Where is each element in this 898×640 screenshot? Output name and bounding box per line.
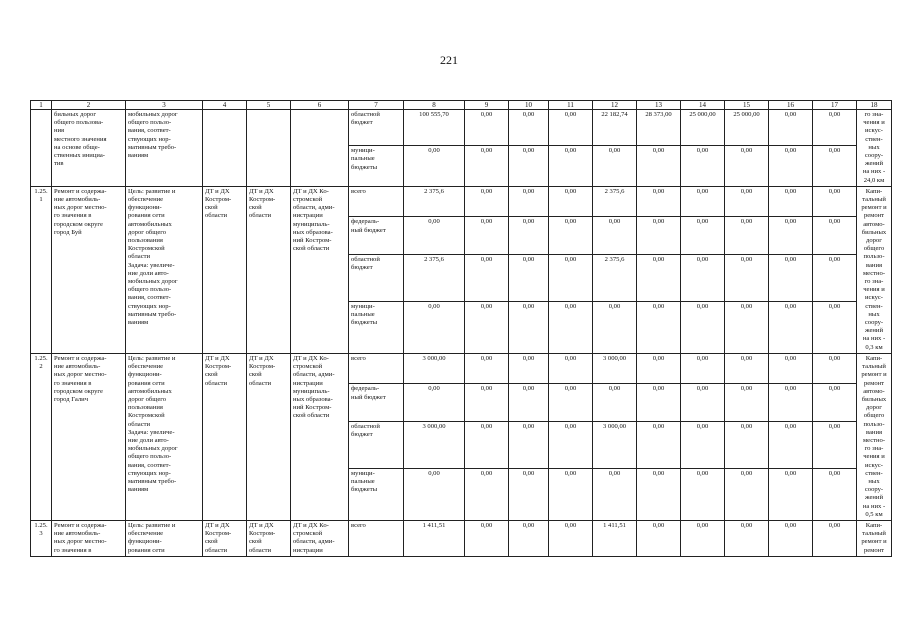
amount-cell: 0,00 xyxy=(769,384,813,422)
table-row xyxy=(31,520,892,556)
amount-cell: 0,00 xyxy=(769,520,813,556)
column-header-4: 4 xyxy=(203,101,247,110)
amount-cell: 0,00 xyxy=(509,301,549,353)
amount-cell: 0,00 xyxy=(549,520,593,556)
row-id xyxy=(31,110,52,187)
amount-cell: 0,00 xyxy=(813,520,857,556)
amount-cell: 0,00 xyxy=(769,301,813,353)
column-header-14: 14 xyxy=(681,101,725,110)
amount-cell: 0,00 xyxy=(509,353,549,384)
amount-cell: 0,00 xyxy=(637,301,681,353)
amount-cell: 0,00 xyxy=(465,301,509,353)
amount-cell: 0,00 xyxy=(465,384,509,422)
amount-cell: 25 000,00 xyxy=(725,110,769,146)
amount-cell: 3 000,00 xyxy=(593,353,637,384)
event-name: Ремонт и содержа- ние автомобиль- ных дорог местно- го значения в городском округе город Галич xyxy=(52,353,126,520)
event-name: Ремонт и содержа- ние автомобиль- ных дорог местно- го значения в городском округе город Буй xyxy=(52,186,126,353)
coordinator xyxy=(247,110,291,187)
column-header-6: 6 xyxy=(291,101,349,110)
amount-cell: 0,00 xyxy=(549,146,593,187)
amount-cell: 2 375,6 xyxy=(404,255,465,302)
result-indicator: Капи- тальный ремонт и ремонт xyxy=(857,520,892,556)
amount-cell: 28 373,00 xyxy=(637,110,681,146)
funding-source: муници- пальные бюджеты xyxy=(349,468,404,520)
amount-cell: 0,00 xyxy=(549,384,593,422)
amount-cell: 25 000,00 xyxy=(681,110,725,146)
column-header-3: 3 xyxy=(126,101,203,110)
amount-cell: 0,00 xyxy=(637,217,681,255)
funding-source: всего xyxy=(349,520,404,556)
amount-cell: 0,00 xyxy=(593,384,637,422)
amount-cell: 0,00 xyxy=(465,217,509,255)
participants: ДТ и ДХ Ко- стромской области, адми- нистрации муниципаль- ных образова- ний Костром- ской области xyxy=(291,353,349,520)
amount-cell: 100 555,70 xyxy=(404,110,465,146)
executor: ДТ и ДХ Костром- ской области xyxy=(203,186,247,353)
amount-cell: 0,00 xyxy=(725,468,769,520)
row-id: 1.25.1 xyxy=(31,186,52,353)
funding-source: всего xyxy=(349,353,404,384)
event-name: Ремонт и содержа- ние автомобиль- ных дорог местно- го значения в xyxy=(52,520,126,556)
amount-cell: 0,00 xyxy=(769,146,813,187)
result-indicator: Капи- тальный ремонт и ремонт автомо- бильных дорог общего пользо- вания местно- го зна- чения и искус- ствен- ных соору- жений на них - 0,3 км xyxy=(857,186,892,353)
amount-cell: 0,00 xyxy=(637,468,681,520)
participants xyxy=(291,110,349,187)
amount-cell: 22 182,74 xyxy=(593,110,637,146)
budget-table xyxy=(30,100,892,557)
participants: ДТ и ДХ Ко- стромской области, адми- нистрации муниципаль- ных образова- ний Костром- ской области xyxy=(291,186,349,353)
amount-cell: 0,00 xyxy=(681,384,725,422)
amount-cell: 0,00 xyxy=(813,301,857,353)
amount-cell: 0,00 xyxy=(813,422,857,469)
amount-cell: 0,00 xyxy=(813,468,857,520)
amount-cell: 0,00 xyxy=(637,146,681,187)
amount-cell: 3 000,00 xyxy=(593,422,637,469)
participants: ДТ и ДХ Ко- стромской области, адми- нистрации xyxy=(291,520,349,556)
amount-cell: 0,00 xyxy=(813,186,857,217)
amount-cell: 0,00 xyxy=(465,422,509,469)
amount-cell: 0,00 xyxy=(813,217,857,255)
amount-cell: 0,00 xyxy=(681,520,725,556)
column-header-18: 18 xyxy=(857,101,892,110)
amount-cell: 0,00 xyxy=(549,422,593,469)
column-header-9: 9 xyxy=(465,101,509,110)
amount-cell: 0,00 xyxy=(404,217,465,255)
amount-cell: 0,00 xyxy=(681,353,725,384)
amount-cell: 0,00 xyxy=(549,186,593,217)
amount-cell: 0,00 xyxy=(681,146,725,187)
column-header-15: 15 xyxy=(725,101,769,110)
funding-source: областной бюджет xyxy=(349,422,404,469)
amount-cell: 0,00 xyxy=(769,353,813,384)
header-row xyxy=(31,101,892,110)
column-header-5: 5 xyxy=(247,101,291,110)
amount-cell: 0,00 xyxy=(725,384,769,422)
amount-cell: 0,00 xyxy=(637,186,681,217)
page-number: 221 xyxy=(440,53,458,67)
amount-cell: 0,00 xyxy=(465,146,509,187)
row-id: 1.25.2 xyxy=(31,353,52,520)
amount-cell: 2 375,6 xyxy=(404,186,465,217)
amount-cell: 0,00 xyxy=(509,384,549,422)
amount-cell: 0,00 xyxy=(725,146,769,187)
coordinator: ДТ и ДХ Костром- ской области xyxy=(247,353,291,520)
amount-cell: 0,00 xyxy=(725,301,769,353)
amount-cell: 0,00 xyxy=(725,255,769,302)
amount-cell: 2 375,6 xyxy=(593,255,637,302)
amount-cell: 0,00 xyxy=(404,384,465,422)
amount-cell: 0,00 xyxy=(769,255,813,302)
amount-cell: 0,00 xyxy=(549,301,593,353)
funding-source: областной бюджет xyxy=(349,110,404,146)
amount-cell: 0,00 xyxy=(681,217,725,255)
column-header-10: 10 xyxy=(509,101,549,110)
amount-cell: 0,00 xyxy=(813,353,857,384)
column-header-12: 12 xyxy=(593,101,637,110)
column-header-2: 2 xyxy=(52,101,126,110)
amount-cell: 1 411,51 xyxy=(404,520,465,556)
amount-cell: 0,00 xyxy=(465,186,509,217)
event-name: бильных дорог общего пользова- ния местного значения на основе обще- ственных инициа- тив xyxy=(52,110,126,187)
column-header-17: 17 xyxy=(813,101,857,110)
amount-cell: 0,00 xyxy=(465,110,509,146)
amount-cell: 0,00 xyxy=(813,146,857,187)
amount-cell: 0,00 xyxy=(813,384,857,422)
amount-cell: 0,00 xyxy=(593,217,637,255)
table-row xyxy=(31,186,892,217)
amount-cell: 0,00 xyxy=(465,520,509,556)
amount-cell: 0,00 xyxy=(725,217,769,255)
row-id: 1.25.3 xyxy=(31,520,52,556)
amount-cell: 0,00 xyxy=(404,301,465,353)
amount-cell: 0,00 xyxy=(813,110,857,146)
amount-cell: 0,00 xyxy=(509,217,549,255)
amount-cell: 0,00 xyxy=(637,353,681,384)
amount-cell: 0,00 xyxy=(549,468,593,520)
funding-source: федераль- ный бюджет xyxy=(349,384,404,422)
amount-cell: 0,00 xyxy=(404,468,465,520)
amount-cell: 3 000,00 xyxy=(404,353,465,384)
amount-cell: 0,00 xyxy=(637,520,681,556)
amount-cell: 0,00 xyxy=(465,353,509,384)
amount-cell: 0,00 xyxy=(509,422,549,469)
goal-task: мобильных дорог общего пользо- вания, соответ- ствующих нор- мативным требо- ваниям xyxy=(126,110,203,187)
amount-cell: 0,00 xyxy=(593,301,637,353)
result-indicator: го зна- чения и искус- ствен- ных соору- жений на них - 24,0 км xyxy=(857,110,892,187)
table-row xyxy=(31,110,892,146)
funding-source: областной бюджет xyxy=(349,255,404,302)
amount-cell: 0,00 xyxy=(681,255,725,302)
amount-cell: 0,00 xyxy=(637,384,681,422)
funding-source: муници- пальные бюджеты xyxy=(349,146,404,187)
result-indicator: Капи- тальный ремонт и ремонт автомо- бильных дорог общего пользо- вания местно- го зна- чения и искус- ствен- ных соору- жений на них - 0,5 км xyxy=(857,353,892,520)
amount-cell: 0,00 xyxy=(769,217,813,255)
amount-cell: 0,00 xyxy=(593,468,637,520)
amount-cell: 0,00 xyxy=(404,146,465,187)
amount-cell: 0,00 xyxy=(509,255,549,302)
amount-cell: 0,00 xyxy=(725,186,769,217)
amount-cell: 0,00 xyxy=(769,110,813,146)
executor: ДТ и ДХ Костром- ской области xyxy=(203,520,247,556)
amount-cell: 0,00 xyxy=(681,301,725,353)
amount-cell: 0,00 xyxy=(549,255,593,302)
amount-cell: 0,00 xyxy=(681,186,725,217)
funding-source: всего xyxy=(349,186,404,217)
goal-task: Цель: развитие и обеспечение функциони- рования сети автомобильных дорог общего пользования Костромской области Задача: увеличе- ние доли авто- мобильных дорог общего пользо- вания, соответ- ствующих нор- мативным требо- ваниям xyxy=(126,186,203,353)
amount-cell: 0,00 xyxy=(637,255,681,302)
column-header-16: 16 xyxy=(769,101,813,110)
amount-cell: 0,00 xyxy=(509,146,549,187)
amount-cell: 0,00 xyxy=(769,468,813,520)
amount-cell: 0,00 xyxy=(549,353,593,384)
amount-cell: 0,00 xyxy=(549,217,593,255)
funding-source: федераль- ный бюджет xyxy=(349,217,404,255)
amount-cell: 0,00 xyxy=(593,146,637,187)
column-header-8: 8 xyxy=(404,101,465,110)
amount-cell: 0,00 xyxy=(465,255,509,302)
amount-cell: 0,00 xyxy=(681,422,725,469)
amount-cell: 0,00 xyxy=(637,422,681,469)
amount-cell: 1 411,51 xyxy=(593,520,637,556)
amount-cell: 0,00 xyxy=(509,110,549,146)
amount-cell: 0,00 xyxy=(465,468,509,520)
amount-cell: 2 375,6 xyxy=(593,186,637,217)
amount-cell: 0,00 xyxy=(769,186,813,217)
table-row xyxy=(31,353,892,384)
coordinator: ДТ и ДХ Костром- ской области xyxy=(247,186,291,353)
amount-cell: 0,00 xyxy=(549,110,593,146)
executor: ДТ и ДХ Костром- ской области xyxy=(203,353,247,520)
amount-cell: 0,00 xyxy=(509,520,549,556)
amount-cell: 3 000,00 xyxy=(404,422,465,469)
amount-cell: 0,00 xyxy=(725,422,769,469)
amount-cell: 0,00 xyxy=(509,468,549,520)
amount-cell: 0,00 xyxy=(769,422,813,469)
amount-cell: 0,00 xyxy=(813,255,857,302)
column-header-7: 7 xyxy=(349,101,404,110)
funding-source: муници- пальные бюджеты xyxy=(349,301,404,353)
column-header-13: 13 xyxy=(637,101,681,110)
goal-task: Цель: развитие и обеспечение функциони- рования сети автомобильных дорог общего пользования Костромской области Задача: увеличе- ние доли авто- мобильных дорог общего пользо- вания, соответ- ствующих нор- мативным требо- ваниям xyxy=(126,353,203,520)
amount-cell: 0,00 xyxy=(725,353,769,384)
goal-task: Цель: развитие и обеспечение функциони- рования сети xyxy=(126,520,203,556)
column-header-11: 11 xyxy=(549,101,593,110)
amount-cell: 0,00 xyxy=(725,520,769,556)
column-header-1: 1 xyxy=(31,101,52,110)
amount-cell: 0,00 xyxy=(509,186,549,217)
coordinator: ДТ и ДХ Костром- ской области xyxy=(247,520,291,556)
amount-cell: 0,00 xyxy=(681,468,725,520)
executor xyxy=(203,110,247,187)
